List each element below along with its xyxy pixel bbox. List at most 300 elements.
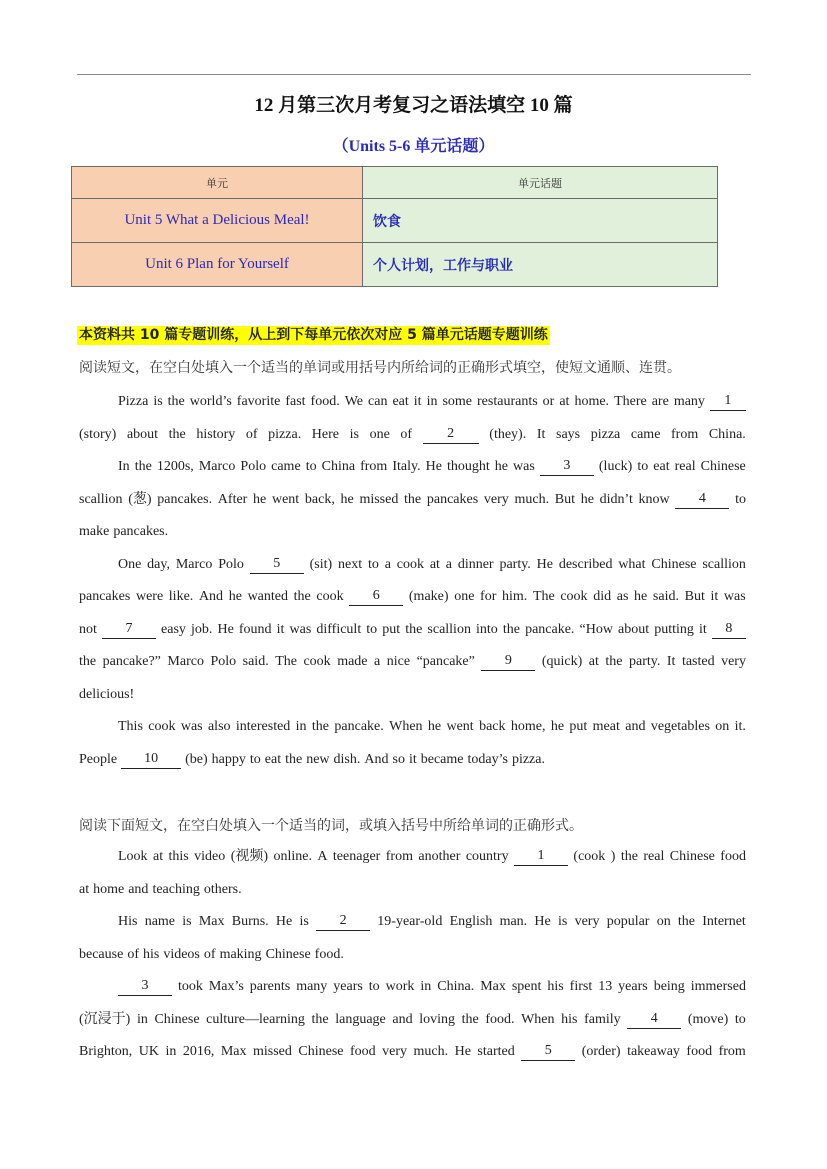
word: his xyxy=(547,979,564,994)
word: much. xyxy=(413,1044,449,1059)
text-line xyxy=(79,946,746,964)
word: food. xyxy=(314,947,344,962)
word: China. xyxy=(437,979,475,994)
word: missed xyxy=(359,492,399,507)
word: Marco xyxy=(198,459,236,474)
word: at xyxy=(559,394,570,409)
word: One xyxy=(118,557,142,572)
header-unit: 单元 xyxy=(72,167,363,199)
unit-topic-table xyxy=(71,166,718,287)
word: pancakes xyxy=(426,492,479,507)
text-line xyxy=(79,686,746,704)
word: difficult xyxy=(316,622,362,637)
word: But xyxy=(684,589,705,604)
word: the xyxy=(293,589,311,604)
word: And xyxy=(198,589,224,604)
word: (luck) xyxy=(598,459,633,474)
word: party. xyxy=(629,654,661,669)
word: (make) xyxy=(408,589,449,604)
word: easy xyxy=(161,622,186,637)
word: party. xyxy=(499,557,531,572)
blank-1: 1 xyxy=(710,393,746,411)
word: eat xyxy=(653,459,670,474)
word: described xyxy=(558,557,613,572)
text-line xyxy=(79,621,746,639)
word: tasted xyxy=(681,654,715,669)
word: a xyxy=(374,654,381,669)
word: China xyxy=(321,459,356,474)
word: dinner xyxy=(457,557,494,572)
word: There xyxy=(614,394,647,409)
word: teaching xyxy=(152,882,200,897)
word: are xyxy=(651,394,669,409)
word: in xyxy=(136,1012,148,1027)
word: When xyxy=(389,719,423,734)
word: “pancake” xyxy=(416,654,475,669)
word: or xyxy=(542,394,555,409)
word: food. xyxy=(310,394,340,409)
word: English xyxy=(449,914,493,929)
word: Burns. xyxy=(231,914,269,929)
word: said. xyxy=(652,589,679,604)
word: (quick) xyxy=(541,654,583,669)
word: was xyxy=(180,719,203,734)
word: wanted xyxy=(247,589,288,604)
word: favorite xyxy=(236,394,281,409)
page-title: 12 月第三次月考复习之语法填空 10 篇 xyxy=(254,95,573,116)
word: he xyxy=(550,719,565,734)
word: parents xyxy=(249,979,291,994)
text-line xyxy=(79,491,746,509)
table-header-row xyxy=(72,167,718,199)
word: culture—learning xyxy=(206,1012,305,1027)
word: Max xyxy=(220,1044,247,1059)
text-line xyxy=(79,751,746,769)
word: it xyxy=(276,622,285,637)
word: eat xyxy=(264,752,282,767)
word: to xyxy=(366,622,378,637)
word: he xyxy=(340,492,354,507)
word: back xyxy=(479,719,506,734)
word: him. xyxy=(502,589,528,604)
word: is xyxy=(557,914,568,929)
word: came xyxy=(630,427,661,442)
word: loving xyxy=(419,1012,455,1027)
word: home xyxy=(93,882,125,897)
word: Pizza xyxy=(118,394,149,409)
word: language xyxy=(335,1012,386,1027)
word: fast xyxy=(285,394,306,409)
blank-9: 9 xyxy=(481,653,535,671)
unit-topic: 饮食 xyxy=(363,199,718,243)
word: name xyxy=(144,914,176,929)
word: the xyxy=(285,752,303,767)
word: world’s xyxy=(189,394,232,409)
word: was xyxy=(513,459,535,474)
word: delicious! xyxy=(79,687,135,702)
word: the xyxy=(311,1012,329,1027)
word: missed xyxy=(253,1044,292,1059)
word: UK xyxy=(138,1044,159,1059)
word: nice xyxy=(386,654,411,669)
blank-5: 5 xyxy=(250,556,304,574)
word: Polo xyxy=(210,654,237,669)
word: 2016, xyxy=(182,1044,215,1059)
word: so xyxy=(392,752,405,767)
word: making xyxy=(219,947,262,962)
word: Chinese xyxy=(154,1012,200,1027)
word: Chinese xyxy=(700,459,746,474)
word: 19-year-old xyxy=(377,914,443,929)
word: a xyxy=(445,557,452,572)
unit-name: Unit 5 What a Delicious Meal! xyxy=(72,199,363,243)
word: very xyxy=(721,654,746,669)
word: pancakes xyxy=(79,589,131,604)
word: it xyxy=(408,752,417,767)
word: Chinese xyxy=(298,1044,344,1059)
word: man. xyxy=(499,914,528,929)
text-line xyxy=(79,653,746,671)
word: what xyxy=(618,557,646,572)
word: at xyxy=(429,557,440,572)
word: the xyxy=(461,1012,479,1027)
word: many xyxy=(673,394,705,409)
word: home. xyxy=(574,394,610,409)
word: some xyxy=(442,394,473,409)
word: pancakes. xyxy=(113,524,169,539)
text-line xyxy=(118,718,746,736)
word: of xyxy=(245,427,258,442)
text-line xyxy=(118,556,746,574)
text-line xyxy=(79,426,746,444)
word: on xyxy=(656,914,671,929)
word: is xyxy=(182,914,192,929)
word: 13 xyxy=(598,979,613,994)
word: history xyxy=(196,427,236,442)
word: Look xyxy=(118,849,148,864)
word: it xyxy=(698,622,707,637)
word: it xyxy=(710,589,719,604)
word: real xyxy=(674,459,696,474)
word: food. xyxy=(485,1012,515,1027)
word: to xyxy=(249,752,261,767)
word: very xyxy=(483,492,509,507)
word: went xyxy=(446,719,474,734)
word: very xyxy=(574,914,600,929)
word: interested xyxy=(235,719,291,734)
word: He xyxy=(425,459,442,474)
word: it. xyxy=(734,719,746,734)
word: scallion xyxy=(702,557,746,572)
unit-name: Unit 6 Plan for Yourself xyxy=(72,243,363,287)
word: But xyxy=(554,492,576,507)
word: Italy. xyxy=(392,459,421,474)
word: (sit) xyxy=(309,557,333,572)
text-line xyxy=(118,458,746,476)
blank-3: 3 xyxy=(540,458,594,476)
word: (order) xyxy=(581,1044,621,1059)
word: pizza xyxy=(590,427,621,442)
word: happy xyxy=(211,752,246,767)
word: the xyxy=(502,622,520,637)
word: When xyxy=(521,1012,555,1027)
word: a xyxy=(384,557,391,572)
word: the xyxy=(311,719,330,734)
word: Polo xyxy=(240,459,267,474)
word: thought xyxy=(446,459,490,474)
word: He xyxy=(534,914,551,929)
word: very xyxy=(382,1044,408,1059)
word: much. xyxy=(514,492,550,507)
blank-5: 5 xyxy=(521,1043,575,1061)
word: food xyxy=(686,1044,713,1059)
word: He xyxy=(536,557,553,572)
word: one xyxy=(454,589,475,604)
word: is xyxy=(349,427,359,442)
word: pancake. xyxy=(334,719,384,734)
word: many xyxy=(296,979,328,994)
word: (story) xyxy=(79,427,117,442)
header-rule xyxy=(77,74,751,75)
word: country xyxy=(465,849,509,864)
word: job. xyxy=(191,622,213,637)
header-topic: 单元话题 xyxy=(363,167,718,199)
word: in xyxy=(295,719,307,734)
word: online. xyxy=(273,849,312,864)
word: in xyxy=(420,979,432,994)
word: he xyxy=(427,719,442,734)
word: (cook xyxy=(573,849,606,864)
word: scallion xyxy=(79,492,123,507)
word: cook xyxy=(396,557,424,572)
word: because xyxy=(79,947,124,962)
word: of xyxy=(203,947,216,962)
word: also xyxy=(207,719,231,734)
word: found xyxy=(238,622,272,637)
word: in xyxy=(426,394,438,409)
word: Max xyxy=(198,914,225,929)
word: People xyxy=(79,752,118,767)
word: And xyxy=(364,752,389,767)
word: and xyxy=(392,1012,413,1027)
word: Max xyxy=(480,979,506,994)
word: scallion xyxy=(427,622,471,637)
word: ) xyxy=(610,849,616,864)
word: pancake. xyxy=(525,622,575,637)
word: another xyxy=(418,849,461,864)
table-row xyxy=(72,199,718,243)
word: We xyxy=(344,394,364,409)
word: It xyxy=(666,654,676,669)
text-line xyxy=(79,523,746,541)
word: Chinese xyxy=(651,557,697,572)
word: the xyxy=(168,427,186,442)
word: food xyxy=(720,849,746,864)
word: Here xyxy=(311,427,339,442)
word: spent xyxy=(511,979,542,994)
word: on xyxy=(715,719,730,734)
word: as xyxy=(616,589,629,604)
word: His xyxy=(118,914,138,929)
word: (move) xyxy=(687,1012,729,1027)
text-line xyxy=(79,1011,746,1029)
blank-4: 4 xyxy=(627,1011,681,1029)
word: did xyxy=(593,589,612,604)
text-line xyxy=(118,848,746,866)
word: pizza. xyxy=(268,427,302,442)
text-line xyxy=(118,978,746,996)
word: he xyxy=(253,492,267,507)
text-line xyxy=(118,913,746,931)
word: videos xyxy=(163,947,200,962)
word: pizza. xyxy=(511,752,545,767)
word: he xyxy=(228,589,242,604)
word: know xyxy=(638,492,670,507)
word: food xyxy=(349,1044,376,1059)
word: He xyxy=(275,914,293,929)
word: Polo xyxy=(218,557,244,572)
word: to xyxy=(637,459,649,474)
text-line xyxy=(79,588,746,606)
word: became xyxy=(420,752,464,767)
word: the xyxy=(134,459,152,474)
blank-7: 7 xyxy=(102,621,156,639)
word: was xyxy=(289,622,312,637)
word: to xyxy=(367,557,379,572)
word: teenager xyxy=(332,849,381,864)
word: meat xyxy=(592,719,620,734)
word: home, xyxy=(510,719,546,734)
word: “How xyxy=(579,622,613,637)
word: This xyxy=(118,719,143,734)
word: Marco xyxy=(167,654,204,669)
word: to xyxy=(368,979,380,994)
word: cook xyxy=(148,719,176,734)
word: dish. xyxy=(333,752,361,767)
word: Marco xyxy=(175,557,213,572)
word: he xyxy=(580,492,594,507)
word: (they). xyxy=(489,427,527,442)
word: takeaway xyxy=(627,1044,680,1059)
word: first xyxy=(569,979,593,994)
blank-10: 10 xyxy=(121,751,181,769)
word: can xyxy=(368,394,388,409)
word: others. xyxy=(203,882,242,897)
word: cook xyxy=(560,589,588,604)
word: started xyxy=(477,1044,515,1059)
word: his xyxy=(142,947,160,962)
word: popular xyxy=(606,914,650,929)
word: he xyxy=(494,459,509,474)
word: pancake?” xyxy=(102,654,161,669)
word: for xyxy=(480,589,497,604)
word: next xyxy=(338,557,363,572)
word: pancakes. xyxy=(157,492,213,507)
word: and xyxy=(128,882,149,897)
word: put xyxy=(569,719,588,734)
word: from xyxy=(671,427,699,442)
word: Max’s xyxy=(208,979,244,994)
word: make xyxy=(79,524,110,539)
word: took xyxy=(177,979,203,994)
word: immersed xyxy=(690,979,746,994)
passage1-instruction: 阅读短文，在空白处填入一个适当的单词或用括号内所给词的正确形式填空，使短文通顺、连贯。 xyxy=(79,360,681,376)
blank-2: 2 xyxy=(316,913,370,931)
word: (沉浸于) xyxy=(79,1012,131,1027)
word: put xyxy=(382,622,401,637)
word: was xyxy=(723,589,746,604)
word: from xyxy=(360,459,388,474)
word: (葱) xyxy=(128,492,152,507)
word: A xyxy=(317,849,328,864)
table-row xyxy=(72,243,718,287)
word: his xyxy=(561,1012,578,1027)
word: family xyxy=(584,1012,621,1027)
word: today’s xyxy=(467,752,508,767)
word: work xyxy=(385,979,415,994)
word: 1200s, xyxy=(156,459,194,474)
text-line xyxy=(79,1043,746,1061)
word: of xyxy=(127,947,139,962)
passage2-instruction: 阅读下面短文，在空白处填入一个适当的词，或填入括号中所给单词的正确形式。 xyxy=(79,818,583,834)
word: at xyxy=(152,849,164,864)
word: says xyxy=(556,427,581,442)
word: not xyxy=(79,622,97,637)
word: He xyxy=(217,622,234,637)
word: years xyxy=(333,979,363,994)
word: into xyxy=(476,622,498,637)
word: from xyxy=(718,1044,746,1059)
word: is xyxy=(153,394,163,409)
word: China. xyxy=(708,427,746,442)
word: the xyxy=(620,849,638,864)
blank-1: 1 xyxy=(514,848,568,866)
word: at xyxy=(79,882,90,897)
word: like. xyxy=(168,589,194,604)
word: and xyxy=(625,719,646,734)
word: to xyxy=(734,1012,746,1027)
word: years xyxy=(618,979,648,994)
word: new xyxy=(306,752,330,767)
word: In xyxy=(118,459,130,474)
word: about xyxy=(126,427,159,442)
word: the xyxy=(404,492,422,507)
word: didn’t xyxy=(599,492,633,507)
word: being xyxy=(653,979,685,994)
word: the xyxy=(79,654,97,669)
blank-6: 6 xyxy=(349,588,403,606)
word: the xyxy=(677,914,696,929)
word: real xyxy=(643,849,665,864)
word: the xyxy=(167,394,185,409)
word: it xyxy=(413,394,422,409)
text-line xyxy=(118,393,746,411)
word: day, xyxy=(147,557,170,572)
text-line xyxy=(79,881,746,899)
word: Chinese xyxy=(669,849,715,864)
word: to xyxy=(735,492,746,507)
word: went xyxy=(271,492,300,507)
blank-4: 4 xyxy=(675,491,729,509)
word: from xyxy=(385,849,413,864)
word: The xyxy=(532,589,555,604)
word: at xyxy=(588,654,599,669)
word: (be) xyxy=(185,752,208,767)
word: were xyxy=(135,589,164,604)
blank-2: 2 xyxy=(423,426,479,444)
highlight-note: 本资料共 10 篇专题训练，从上到下每单元依次对应 5 篇单元话题专题训练 xyxy=(79,327,548,343)
word: restaurants xyxy=(477,394,538,409)
